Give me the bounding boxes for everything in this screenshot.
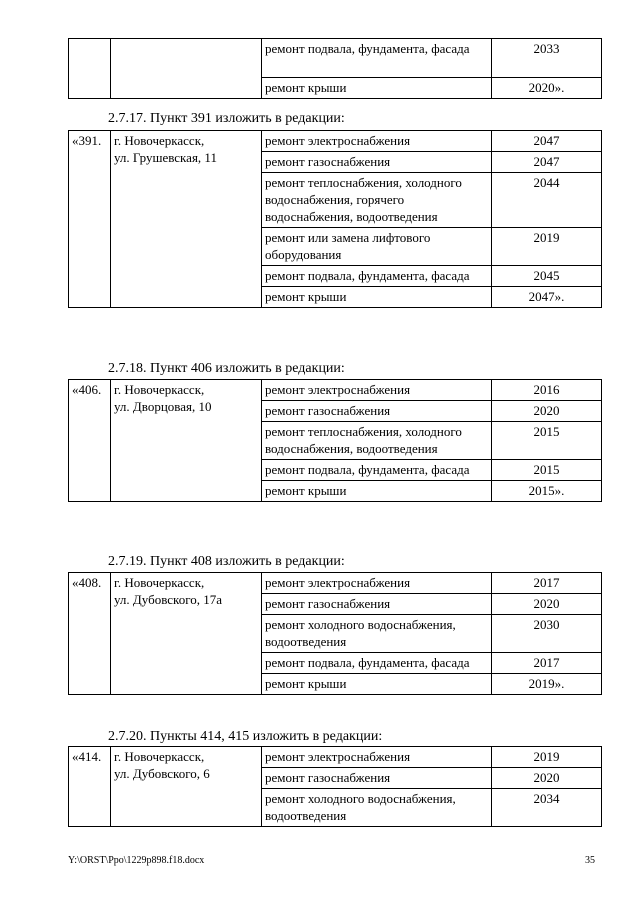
section-heading: 2.7.19. Пункт 408 изложить в редакции: xyxy=(108,554,345,569)
address-line: г. Новочеркасск, xyxy=(114,133,205,148)
address-line: ул. Грушевская, 11 xyxy=(114,150,217,165)
year-cell: 2044 xyxy=(492,173,602,228)
work-cell: ремонт подвала, фундамента, фасада xyxy=(262,653,492,674)
work-cell: ремонт крыши xyxy=(262,674,492,695)
address-line: ул. Дворцовая, 10 xyxy=(114,399,212,414)
number-cell: «408. xyxy=(69,573,111,695)
section-table xyxy=(68,746,602,827)
work-cell: ремонт газоснабжения xyxy=(262,594,492,615)
section-heading: 2.7.18. Пункт 406 изложить в редакции: xyxy=(108,361,345,376)
year-cell: 2020». xyxy=(492,78,602,99)
table-row xyxy=(69,747,602,768)
section-heading: 2.7.17. Пункт 391 изложить в редакции: xyxy=(108,111,345,126)
work-cell: ремонт теплоснабжения, холодного водоснабжения, горячего водоснабжения, водоотведения xyxy=(262,173,492,228)
year-cell: 2019». xyxy=(492,674,602,695)
work-cell: ремонт электроснабжения xyxy=(262,380,492,401)
address-line: ул. Дубовского, 6 xyxy=(114,766,210,781)
number-cell xyxy=(69,39,111,99)
table-row xyxy=(69,39,602,78)
year-cell: 2017 xyxy=(492,573,602,594)
work-cell: ремонт газоснабжения xyxy=(262,768,492,789)
work-cell: ремонт электроснабжения xyxy=(262,131,492,152)
work-cell: ремонт подвала, фундамента, фасада xyxy=(262,460,492,481)
address-line: ул. Дубовского, 17а xyxy=(114,592,222,607)
work-cell: ремонт газоснабжения xyxy=(262,401,492,422)
year-cell: 2020 xyxy=(492,594,602,615)
table-row xyxy=(69,380,602,401)
work-cell: ремонт подвала, фундамента, фасада xyxy=(262,266,492,287)
year-cell: 2034 xyxy=(492,789,602,827)
year-cell: 2017 xyxy=(492,653,602,674)
year-cell: 2047 xyxy=(492,131,602,152)
address-cell xyxy=(111,747,262,827)
address-cell xyxy=(111,573,262,695)
year-cell: 2045 xyxy=(492,266,602,287)
work-cell: ремонт теплоснабжения, холодного водоснабжения, водоотведения xyxy=(262,422,492,460)
work-cell: ремонт электроснабжения xyxy=(262,573,492,594)
number-cell: «414. xyxy=(69,747,111,827)
work-cell: ремонт крыши xyxy=(262,78,492,99)
work-cell: ремонт или замена лифтового оборудования xyxy=(262,228,492,266)
year-cell: 2047». xyxy=(492,287,602,308)
section-table xyxy=(68,572,602,695)
address-line: г. Новочеркасск, xyxy=(114,382,205,397)
year-cell: 2033 xyxy=(492,39,602,78)
footer-file-path: Y:\ORST\Ppo\1229p898.f18.docx xyxy=(68,855,205,866)
year-cell: 2020 xyxy=(492,768,602,789)
year-cell: 2016 xyxy=(492,380,602,401)
work-cell: ремонт холодного водоснабжения, водоотведения xyxy=(262,615,492,653)
number-cell: «406. xyxy=(69,380,111,502)
address-line: г. Новочеркасск, xyxy=(114,749,205,764)
work-cell: ремонт подвала, фундамента, фасада xyxy=(262,39,492,78)
address-cell xyxy=(111,380,262,502)
work-cell: ремонт крыши xyxy=(262,287,492,308)
year-cell: 2015». xyxy=(492,481,602,502)
year-cell: 2030 xyxy=(492,615,602,653)
year-cell: 2047 xyxy=(492,152,602,173)
work-cell: ремонт газоснабжения xyxy=(262,152,492,173)
continuation-table xyxy=(68,38,602,99)
address-cell xyxy=(111,131,262,308)
page-number: 35 xyxy=(585,855,595,866)
work-cell: ремонт электроснабжения xyxy=(262,747,492,768)
work-cell: ремонт крыши xyxy=(262,481,492,502)
year-cell: 2015 xyxy=(492,422,602,460)
address-line: г. Новочеркасск, xyxy=(114,575,205,590)
number-cell: «391. xyxy=(69,131,111,308)
work-cell: ремонт холодного водоснабжения, водоотведения xyxy=(262,789,492,827)
table-row xyxy=(69,573,602,594)
section-table xyxy=(68,130,602,308)
year-cell: 2019 xyxy=(492,747,602,768)
section-table xyxy=(68,379,602,502)
table-row xyxy=(69,131,602,152)
year-cell: 2020 xyxy=(492,401,602,422)
address-cell xyxy=(111,39,262,99)
year-cell: 2015 xyxy=(492,460,602,481)
year-cell: 2019 xyxy=(492,228,602,266)
section-heading: 2.7.20. Пункты 414, 415 изложить в редакции: xyxy=(108,729,383,744)
